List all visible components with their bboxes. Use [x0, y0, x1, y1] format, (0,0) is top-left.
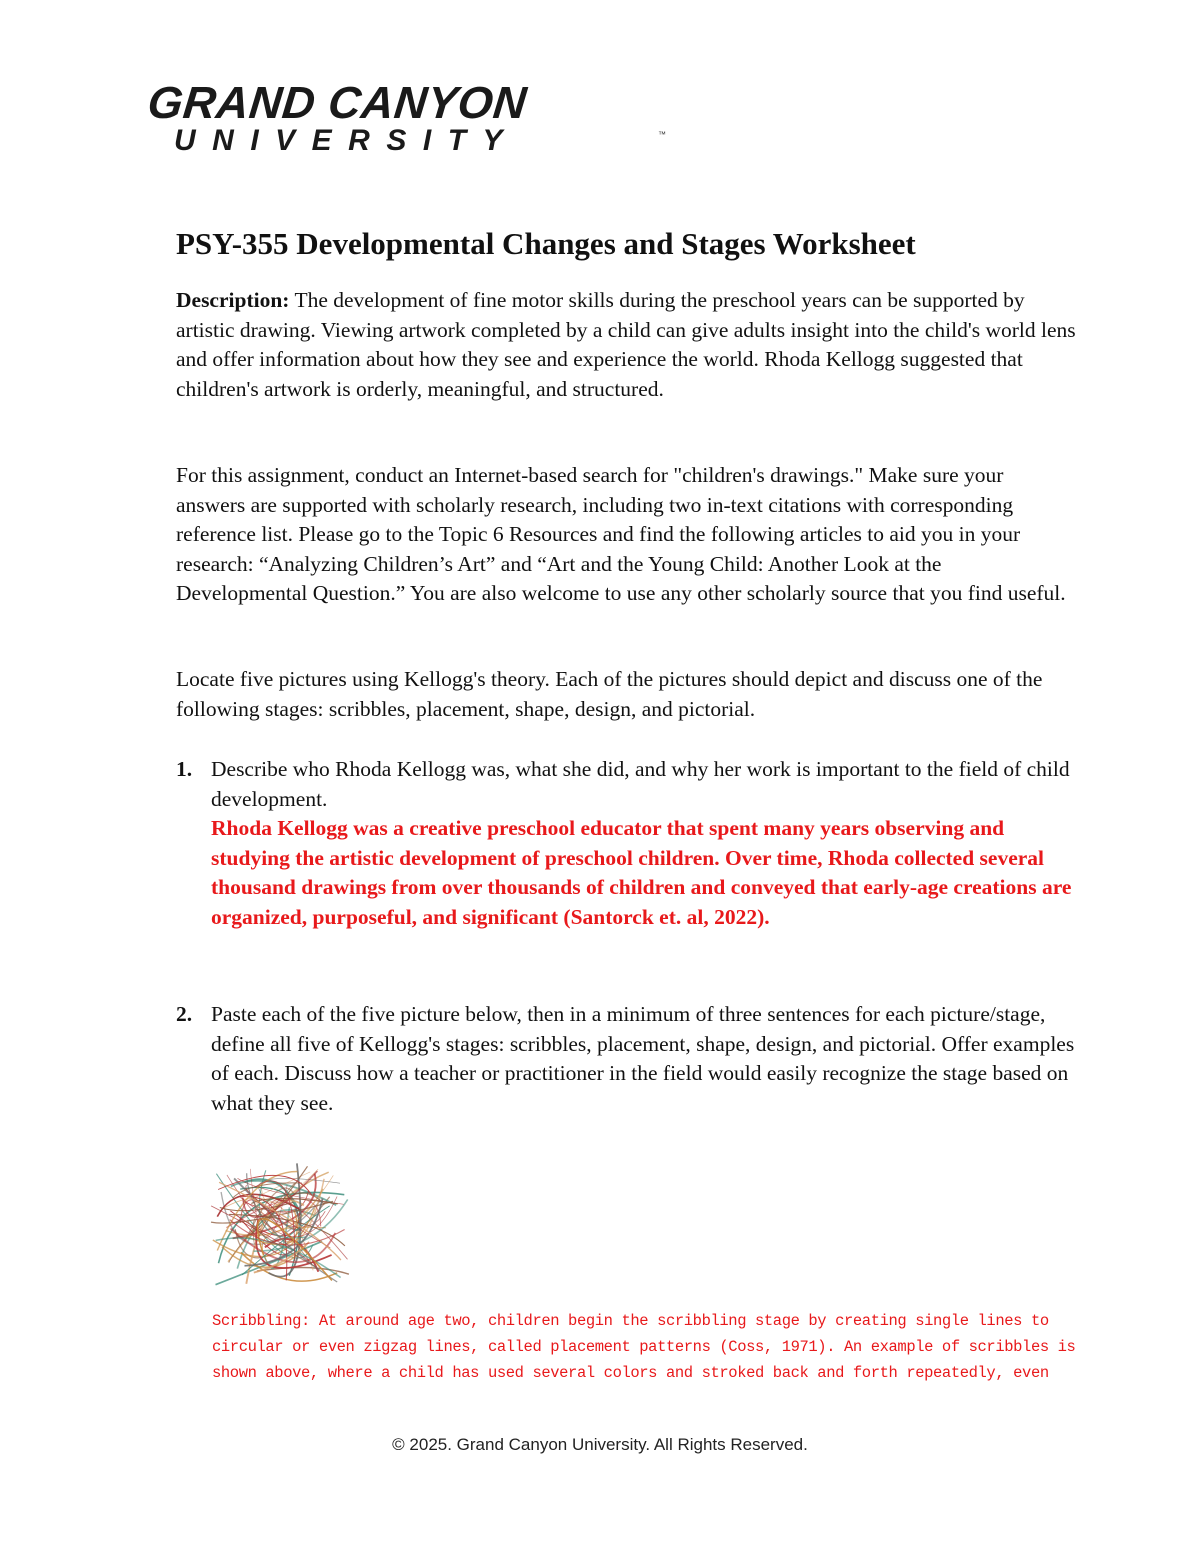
scribble-drawing-image	[206, 1158, 356, 1308]
question-2	[176, 1000, 1076, 1118]
scribbling-stage-note: Scribbling: At around age two, children begin the scribbling stage by creating single lines to circular or even zigzag lines, called placement patterns (Coss, 1971). An example of scribbles is shown above, where a child has used several colors and stroked back and forth repeatedly, even	[212, 1312, 1076, 1382]
copyright-footer: © 2025. Grand Canyon University. All Rights Reserved.	[392, 1435, 808, 1454]
locate-paragraph: Locate five pictures using Kellogg's theory. Each of the pictures should depict and discuss one of the following stages: scribbles, placement, shape, design, and pictorial.	[176, 667, 1043, 721]
document-title: PSY-355 Developmental Changes and Stages Worksheet	[176, 226, 916, 261]
logo-trademark: ™	[658, 130, 666, 139]
university-logo	[145, 77, 666, 162]
logo-line-grand-canyon: GRAND CANYON	[145, 77, 530, 128]
logo-line-university: UNIVERSITY	[174, 124, 520, 157]
question-number: 2.	[176, 1002, 193, 1026]
question-1	[176, 755, 1076, 932]
description-paragraph	[176, 286, 1076, 404]
assignment-paragraph: For this assignment, conduct an Internet-based search for "children's drawings." Make sure your answers are supported with scholarly research, including two in-text citations with corresponding reference list. Please go to the Topic 6 Resources and find the following articles to aid you in your research: “Analyzing Children’s Art” and “Art and the Young Child: Another Look at the Developmental Question.” You are also welcome to use any other scholarly source that you find useful.	[176, 463, 1066, 605]
question-prompt: Paste each of the five picture below, then in a minimum of three sentences for each picture/stage, define all five of Kellogg's stages: scribbles, placement, shape, design, and pictorial. Offer examples of each. Discuss how a teacher or practitioner in the field would easily recognize the stage based on what they see.	[211, 1002, 1075, 1115]
question-number: 1.	[176, 757, 193, 781]
description-text: The development of fine motor skills during the preschool years can be supported by artistic drawing. Viewing artwork completed by a child can give adults insight into the child's world lens and offer information about how they see and experience the world. Rhoda Kellogg suggested that children's artwork is orderly, meaningful, and structured.	[176, 288, 1076, 401]
description-label: Description:	[176, 288, 290, 312]
question-prompt: Describe who Rhoda Kellogg was, what she did, and why her work is important to the field of child development.	[211, 757, 1070, 811]
question-answer: Rhoda Kellogg was a creative preschool educator that spent many years observing and studying the artistic development of preschool children. Over time, Rhoda collected several thousand drawings from over thousands of children and conveyed that early-age creations are organized, purposeful, and significant (Santorck et. al, 2022).	[211, 816, 1072, 929]
